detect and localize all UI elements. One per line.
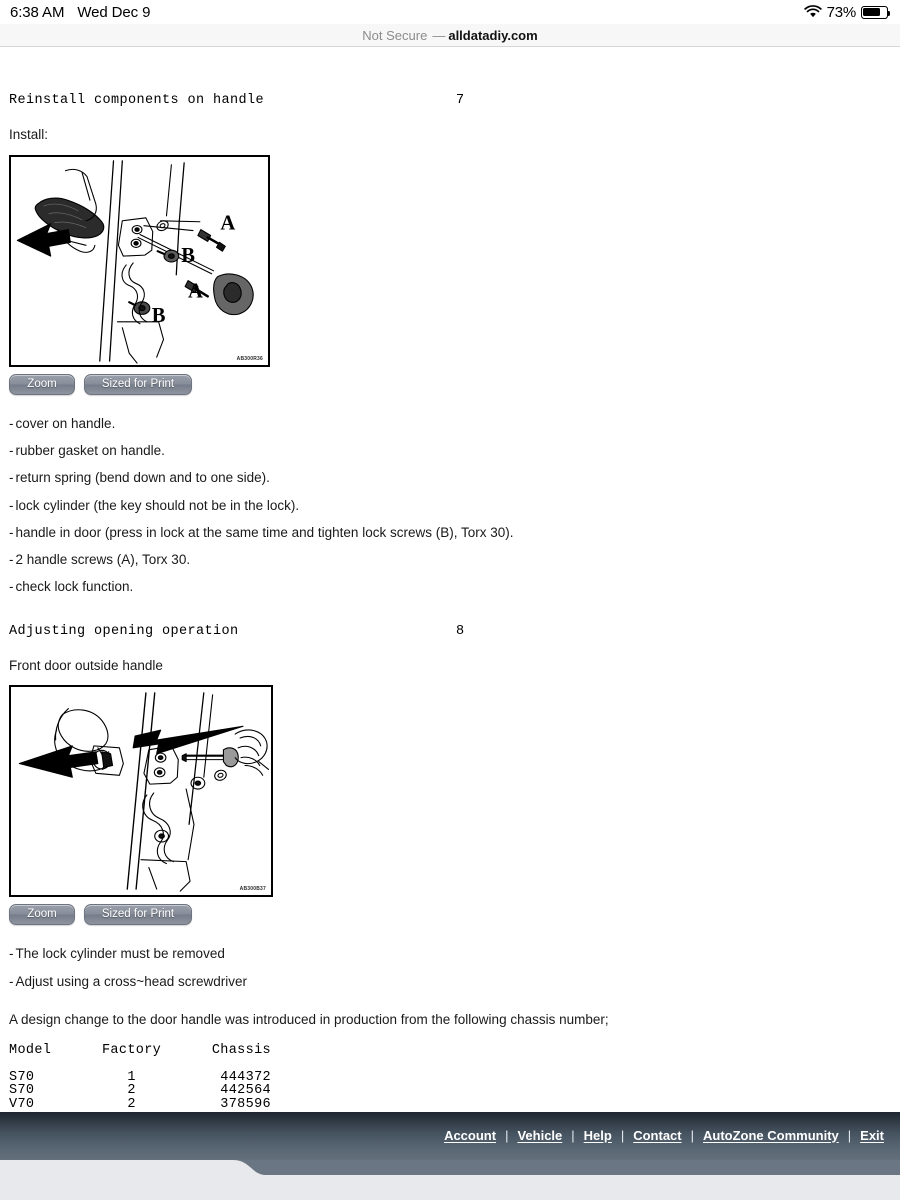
bullet-text: return spring (bend down and to one side). [15,470,270,486]
section2-button-row [9,904,891,925]
status-bar-left [10,4,150,21]
bullet-text: The lock cylinder must be removed [15,946,225,962]
footer-links [444,1128,884,1145]
section1-heading-row [9,93,891,108]
svg-text:A: A [220,212,236,235]
list-item: - return spring (bend down and to one side). [9,470,270,486]
table-row: S70 1 444372 [9,1069,271,1085]
section2-subtitle: Front door outside handle [9,658,163,674]
section2-figure-code: AB300B37 [239,885,266,893]
footer-nav-bar [0,1112,900,1160]
list-item: - Adjust using a cross~head screwdriver [9,973,247,989]
list-item: - rubber gasket on handle. [9,443,165,459]
list-item: - 2 handle screws (A), Torx 30. [9,551,191,567]
bullet-text: handle in door (press in lock at the same time and tighten lock screws (B), Torx 30). [15,524,514,540]
status-bar-time: 6:38 AM [10,3,65,21]
url-domain-label: alldatadiy.com [448,27,538,43]
footer-separator: | [620,1127,625,1143]
list-item: - cover on handle. [9,416,116,431]
footer-link-exit[interactable]: Exit [860,1127,884,1143]
battery-percent-label: 73% [826,3,856,21]
list-item: - lock cylinder (the key should not be in the lock). [9,497,300,513]
footer-link-help[interactable]: Help [583,1127,612,1143]
sized-for-print-button[interactable]: Sized for Print [84,374,192,395]
section2-heading-row [9,624,891,639]
svg-text:A: A [188,280,203,303]
battery-icon [861,6,888,19]
not-secure-label: Not Secure [362,27,428,43]
list-item: - check lock function. [9,579,134,595]
section2-heading: Adjusting opening operation [9,624,239,640]
bullet-text: Adjust using a cross~head screwdriver [15,973,247,989]
ios-status-bar [0,0,900,24]
status-bar-right [804,4,888,21]
table-row: S70 2 442564 [9,1083,271,1099]
bullet-text: lock cylinder (the key should not be in the lock). [15,497,300,513]
footer-link-account[interactable]: Account [444,1127,497,1143]
status-bar-date: Wed Dec 9 [77,3,151,21]
section2-bullet-list [9,946,891,988]
chassis-table-body [9,1071,891,1112]
section1-page-number: 7 [456,93,465,108]
section1-heading: Reinstall components on handle [9,93,265,108]
footer-link-contact[interactable]: Contact [633,1127,682,1143]
sized-for-print-button[interactable]: Sized for Print [84,904,192,925]
footer-link-autozone-community[interactable]: AutoZone Community [703,1127,839,1143]
section1-bullet-list [9,416,891,594]
zoom-button[interactable]: Zoom [9,904,75,925]
bullet-text: check lock function. [15,579,134,595]
footer-separator: | [505,1127,509,1143]
table-row: V70 2 378596 [9,1096,271,1112]
design-change-note: A design change to the door handle was introduced in production from the following chassis number; [9,1011,609,1027]
footer-notch-shape [0,1160,900,1175]
bullet-text: 2 handle screws (A), Torx 30. [15,551,191,567]
section1-figure [9,155,270,367]
svg-text:B: B [151,304,166,327]
url-separator: — [432,27,446,43]
wifi-icon [804,5,822,19]
section1-intro: Install: [9,127,49,142]
list-item: - handle in door (press in lock at the same time and tighten lock screws (B), Torx 30). [9,524,514,540]
browser-url-bar[interactable] [0,24,900,47]
bullet-text: cover on handle. [15,416,116,431]
chassis-table-header: Model Factory Chassis [9,1042,271,1058]
svg-text:B: B [181,244,195,267]
page-footer [0,1112,900,1200]
footer-separator: | [690,1127,694,1143]
section2-figure [9,685,273,897]
section1-figure-code: AB300R36 [236,355,263,363]
list-item: - The lock cylinder must be removed [9,946,225,962]
section1-button-row [9,374,891,395]
footer-separator: | [847,1127,852,1143]
footer-separator: | [571,1127,575,1143]
top-clip-mask [0,47,900,53]
document-content [0,47,900,1112]
zoom-button[interactable]: Zoom [9,374,75,395]
bullet-text: rubber gasket on handle. [15,443,165,459]
section2-page-number: 8 [456,624,465,640]
footer-link-vehicle[interactable]: Vehicle [517,1127,563,1143]
